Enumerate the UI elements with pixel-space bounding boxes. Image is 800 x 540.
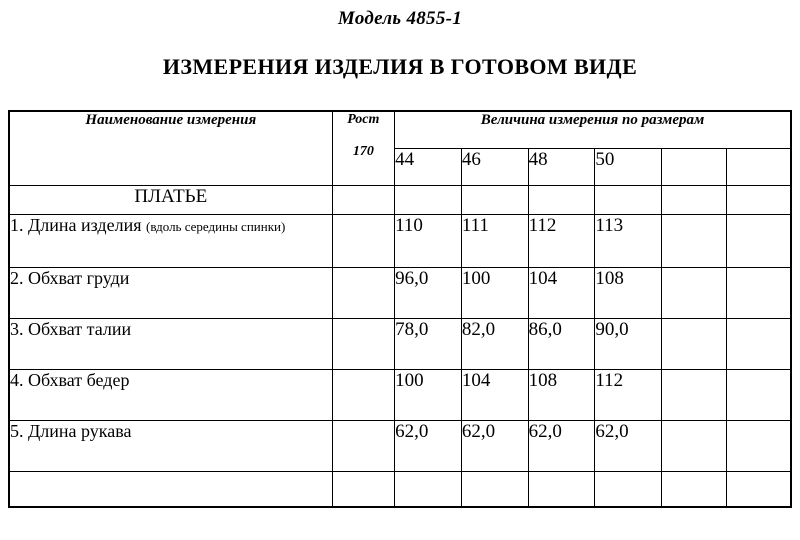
row-name-1 [9, 214, 332, 267]
header-rost [332, 111, 394, 185]
row-2-val-48: 104 [528, 267, 595, 318]
table-row-section [9, 185, 791, 214]
table-row [9, 267, 791, 318]
section-cell-rost [332, 185, 394, 214]
row-2-val-blank-2 [726, 267, 791, 318]
header-size-46: 46 [461, 148, 528, 185]
row-name-2: 2. Обхват груди [9, 267, 332, 318]
table-row-empty [9, 471, 791, 507]
row-5-rost [332, 420, 394, 471]
row-5-val-50: 62,0 [595, 420, 662, 471]
row-name-5: 5. Длина рукава [9, 420, 332, 471]
section-cell-1 [395, 185, 462, 214]
row-1-val-50: 113 [595, 214, 662, 267]
header-size-48: 48 [528, 148, 595, 185]
table-row [9, 318, 791, 369]
empty-cell-2 [461, 471, 528, 507]
empty-cell-3 [528, 471, 595, 507]
section-cell-2 [461, 185, 528, 214]
header-size-50: 50 [595, 148, 662, 185]
row-4-val-blank-1 [662, 369, 727, 420]
model-line: Модель 4855-1 [337, 8, 463, 29]
row-3-val-50: 90,0 [595, 318, 662, 369]
measurements-table-wrap [0, 110, 800, 508]
row-4-val-blank-2 [726, 369, 791, 420]
row-3-val-blank-2 [726, 318, 791, 369]
header-size-44: 44 [395, 148, 462, 185]
row-1-val-48: 112 [528, 214, 595, 267]
empty-cell-1 [395, 471, 462, 507]
page-title: ИЗМЕРЕНИЯ ИЗДЕЛИЯ В ГОТОВОМ ВИДЕ [162, 54, 638, 79]
row-3-val-46: 82,0 [461, 318, 528, 369]
document-page [0, 8, 800, 540]
header-rost-label: Рост [347, 112, 380, 127]
row-2-val-44: 96,0 [395, 267, 462, 318]
table-row [9, 420, 791, 471]
row-4-val-48: 108 [528, 369, 595, 420]
table-row [9, 369, 791, 420]
empty-cell-name [9, 471, 332, 507]
empty-cell-4 [595, 471, 662, 507]
empty-cell-6 [726, 471, 791, 507]
row-3-val-44: 78,0 [395, 318, 462, 369]
row-5-val-blank-2 [726, 420, 791, 471]
row-name-4: 4. Обхват бедер [9, 369, 332, 420]
header-rost-value: 170 [352, 144, 374, 159]
row-2-rost [332, 267, 394, 318]
row-2-val-46: 100 [461, 267, 528, 318]
measurements-table [8, 110, 792, 508]
empty-cell-5 [662, 471, 727, 507]
row-3-val-48: 86,0 [528, 318, 595, 369]
row-3-rost [332, 318, 394, 369]
section-cell-6 [726, 185, 791, 214]
row-name-1-small: (вдоль середины спинки) [145, 218, 286, 234]
row-name-3: 3. Обхват талии [9, 318, 332, 369]
row-5-val-48: 62,0 [528, 420, 595, 471]
header-size-blank-1 [662, 148, 727, 185]
row-1-val-blank-2 [726, 214, 791, 267]
row-1-val-blank-1 [662, 214, 727, 267]
row-4-val-44: 100 [395, 369, 462, 420]
row-2-val-50: 108 [595, 267, 662, 318]
section-label-dress: ПЛАТЬЕ [9, 185, 332, 214]
header-size-blank-2 [726, 148, 791, 185]
empty-cell-rost [332, 471, 394, 507]
row-4-val-50: 112 [595, 369, 662, 420]
row-5-val-46: 62,0 [461, 420, 528, 471]
header-measurement-name: Наименование измерения [9, 111, 332, 185]
section-cell-3 [528, 185, 595, 214]
row-3-val-blank-1 [662, 318, 727, 369]
row-4-val-46: 104 [461, 369, 528, 420]
section-cell-4 [595, 185, 662, 214]
row-2-val-blank-1 [662, 267, 727, 318]
section-cell-5 [662, 185, 727, 214]
row-5-val-blank-1 [662, 420, 727, 471]
row-1-rost [332, 214, 394, 267]
table-row [9, 214, 791, 267]
row-4-rost [332, 369, 394, 420]
row-1-val-44: 110 [395, 214, 462, 267]
row-1-val-46: 111 [461, 214, 528, 267]
row-name-1-main: 1. Длина изделия [10, 214, 146, 235]
row-5-val-44: 62,0 [395, 420, 462, 471]
table-header-row-1 [9, 111, 791, 148]
header-values-span: Величина измерения по размерам [395, 111, 791, 148]
